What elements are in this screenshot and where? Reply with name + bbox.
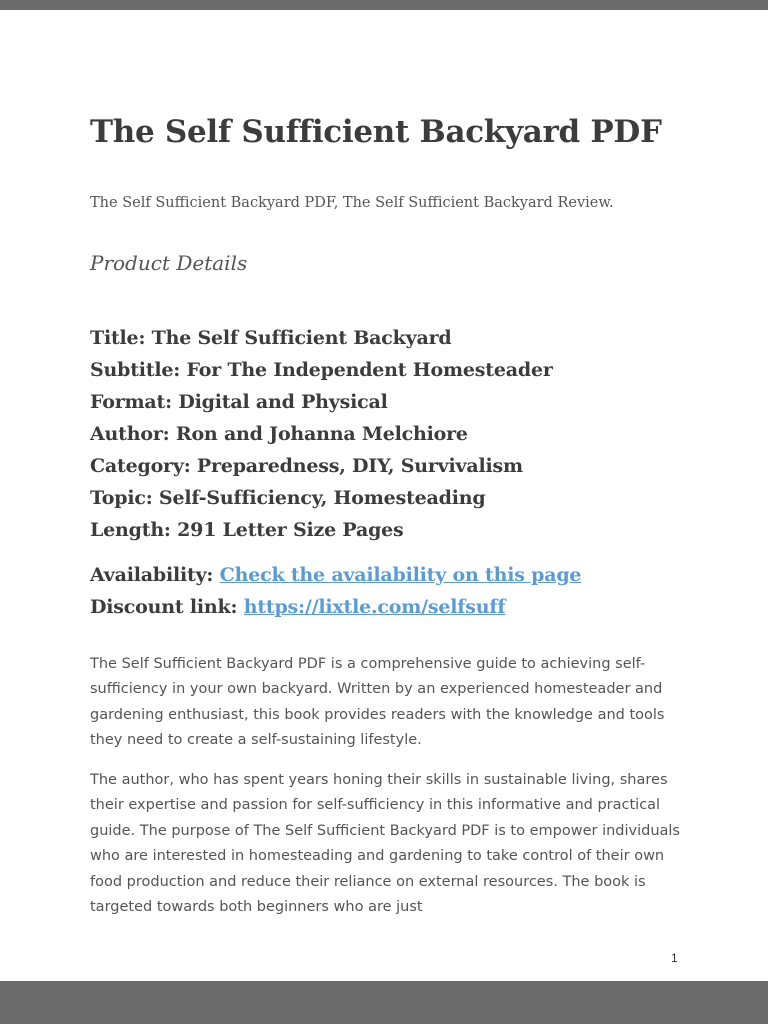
product-details-list: [90, 322, 553, 546]
detail-format: Format: Digital and Physical: [90, 391, 388, 413]
availability-link[interactable]: Check the availability on this page: [219, 564, 582, 586]
intro-line: The Self Sufficient Backyard PDF, The Self Sufficient Backyard Review.: [90, 195, 614, 211]
discount-label: Discount link:: [90, 596, 244, 618]
body-paragraph-1: The Self Sufficient Backyard PDF is a comprehensive guide to achieving self-sufficiency in your own backyard. Written by an experienced homesteader and gardening enthusiast, this book provides readers with the knowledge and tools they need to create a self-sustaining lifestyle.: [90, 656, 665, 749]
page-number: 1: [671, 951, 678, 965]
body-paragraph-2: The author, who has spent years honing their skills in sustainable living, shares their expertise and passion for self-sufficiency in this informative and practical guide. The purpose of The Self Sufficient Backyard PDF is to empower individuals who are interested in homesteading and gardening to take control of their own food production and reduce their reliance on external resources. The book is targeted towards both beginners who are just: [90, 772, 680, 916]
detail-category: Category: Preparedness, DIY, Survivalism: [90, 455, 523, 477]
detail-subtitle: Subtitle: For The Independent Homesteader: [90, 359, 553, 381]
detail-title: Title: The Self Sufficient Backyard: [90, 327, 452, 349]
detail-length: Length: 291 Letter Size Pages: [90, 519, 404, 541]
detail-topic: Topic: Self-Sufficiency, Homesteading: [90, 487, 486, 509]
product-details-heading: Product Details: [90, 251, 248, 275]
links-list: [90, 559, 581, 623]
viewer-top-bar: [0, 0, 768, 10]
availability-row: [90, 559, 581, 591]
detail-author: Author: Ron and Johanna Melchiore: [90, 423, 468, 445]
discount-link[interactable]: https://lixtle.com/selfsuff: [243, 596, 506, 618]
document-page: [0, 10, 768, 981]
document-title: The Self Sufficient Backyard PDF: [90, 114, 662, 150]
viewer-bottom-bar: [0, 981, 768, 1024]
availability-label: Availability:: [90, 564, 220, 586]
discount-row: [90, 591, 581, 623]
